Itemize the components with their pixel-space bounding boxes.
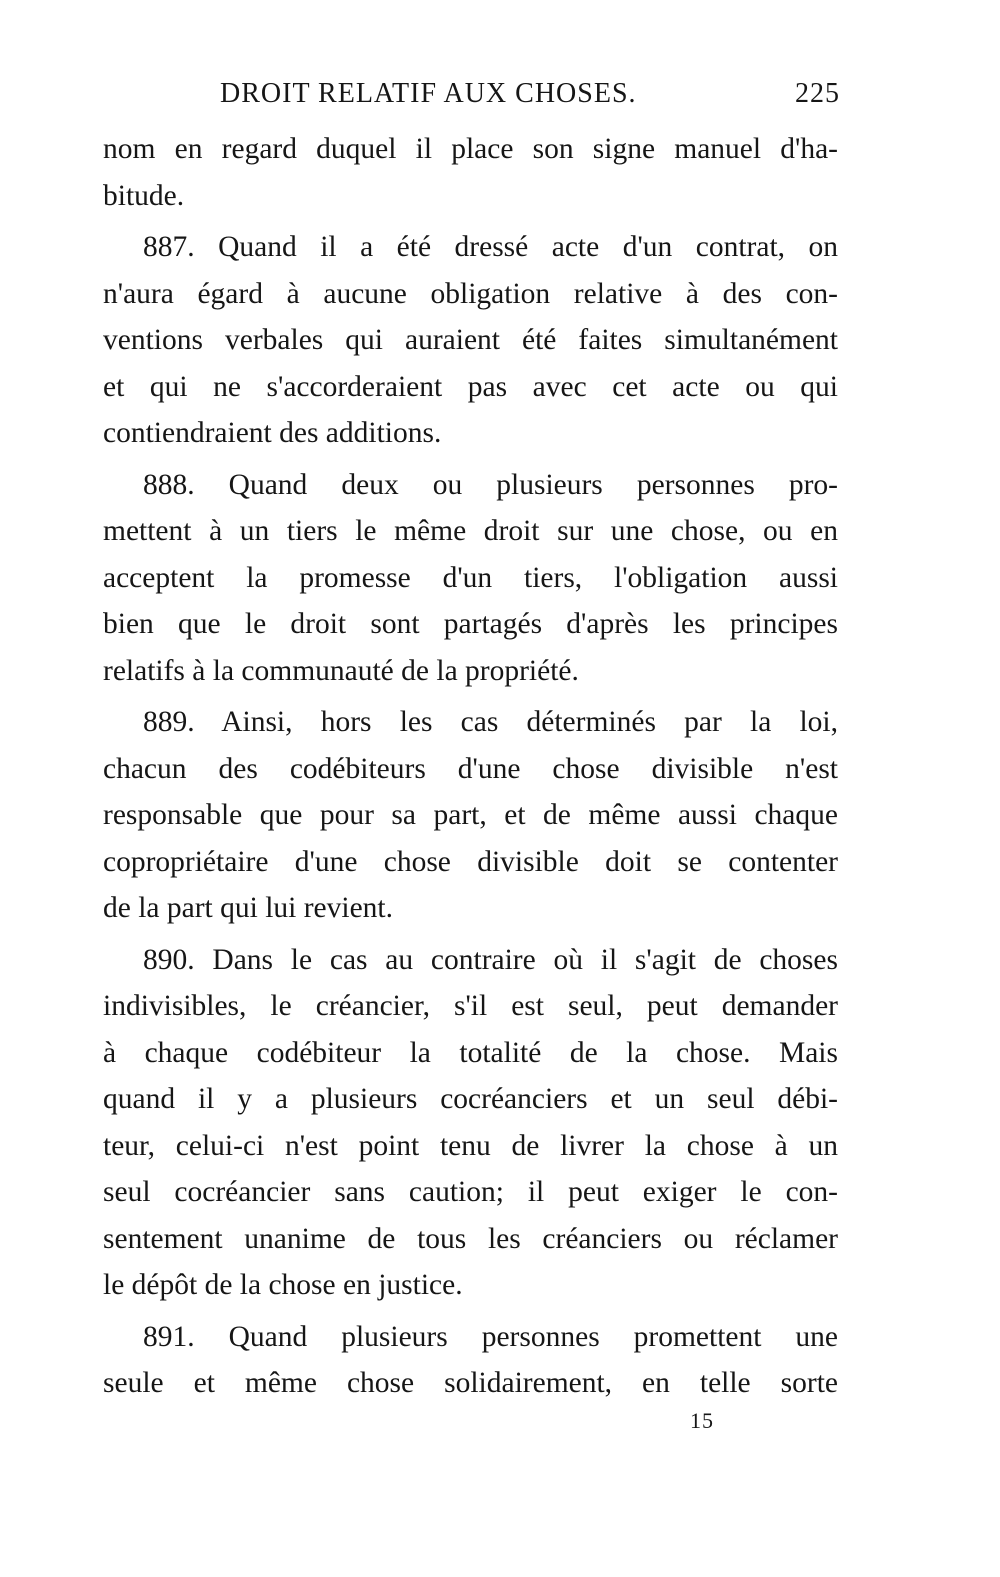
text-line: 887. Quand il a été dressé acte d'un contrat, on [143,231,838,263]
article-888 [103,462,838,695]
text-line: à chaque codébiteur la totalité de la chose. Mais [103,1036,838,1069]
text-line: 888. Quand deux ou plusieurs personnes pro- [143,468,838,501]
text-line: ventions verbales qui auraient été faites simultanément [103,324,838,356]
running-title: DROIT RELATIF AUX CHOSES. [220,78,637,109]
text-line: responsable que pour sa part, et de même aussi chaque [103,799,838,831]
text-line: 891. Quand plusieurs personnes promettent une [143,1320,838,1353]
text-line: 889. Ainsi, hors les cas déterminés par la loi, [143,706,838,738]
text-line: copropriétaire d'une chose divisible doit se contenter [103,845,838,878]
text-line: nom en regard duquel il place son signe manuel d'ha- [103,133,838,165]
text-line: sentement unanime de tous les créanciers ou réclamer [103,1222,838,1255]
article-887 [103,224,838,457]
body-text [103,126,838,1407]
text-line: quand il y a plusieurs cocréanciers et un seul débi- [103,1083,838,1115]
text-line: de la part qui lui revient. [103,892,393,924]
text-line: le dépôt de la chose en justice. [103,1269,463,1301]
running-head [100,78,840,118]
text-line: mettent à un tiers le même droit sur une chose, ou en [103,515,838,547]
text-line: bitude. [103,179,185,212]
text-line: seul cocréancier sans caution; il peut exiger le con- [103,1176,838,1208]
text-line: 890. Dans le cas au contraire où il s'agit de choses [143,943,838,976]
text-line: bien que le droit sont partagés d'après les principes [103,608,838,640]
text-line: contiendraient des additions. [103,417,442,449]
text-line: n'aura égard à aucune obligation relative à des con- [103,277,838,310]
printer-signature-mark: 15 [690,1408,714,1433]
article-889 [103,699,838,932]
page-number: 225 [795,78,840,109]
article-890 [103,937,838,1309]
text-line: acceptent la promesse d'un tiers, l'obligation aussi [103,561,838,594]
text-line: teur, celui-ci n'est point tenu de livrer la chose à un [103,1129,838,1162]
text-line: seule et même chose solidairement, en telle sorte [103,1367,838,1399]
text-line: indivisibles, le créancier, s'il est seul, peut demander [103,990,838,1022]
text-line: et qui ne s'accorderaient pas avec cet acte ou qui [103,370,838,403]
text-line: relatifs à la communauté de la propriété. [103,654,579,687]
paragraph-continuation [103,126,838,219]
text-line: chacun des codébiteurs d'une chose divisible n'est [103,752,838,785]
article-891 [103,1314,838,1407]
